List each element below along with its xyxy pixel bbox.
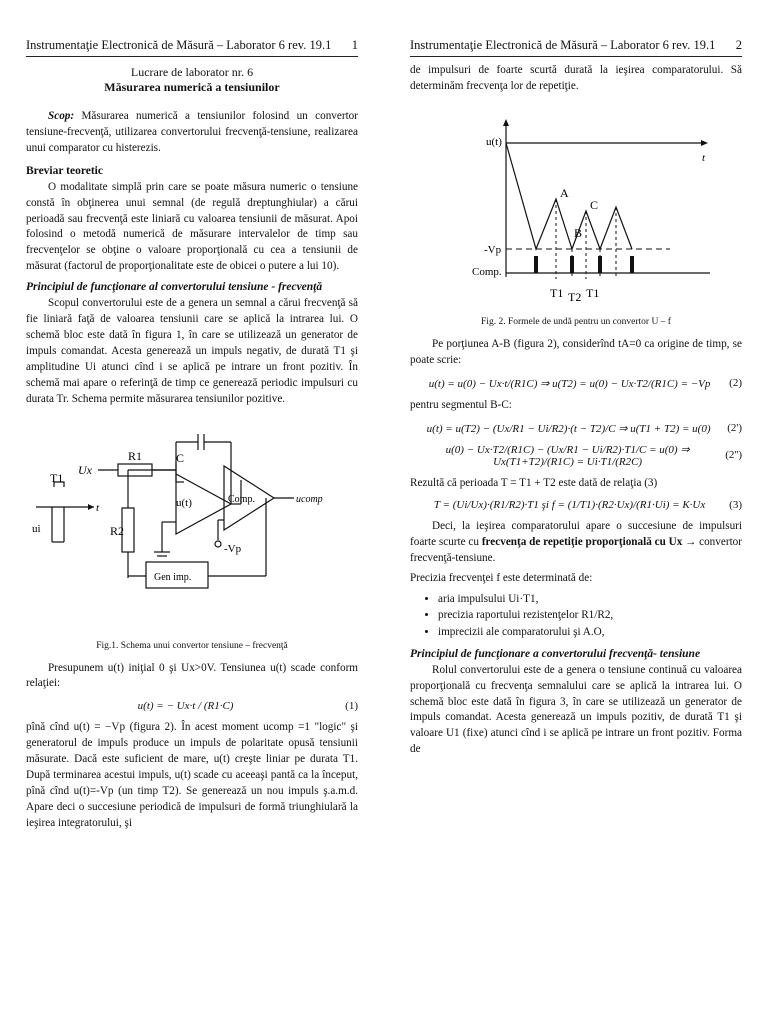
paragraph-presupunem: Presupunem u(t) iniţial 0 şi Ux>0V. Tensiunea u(t) scade conform relaţiei:	[26, 661, 358, 690]
list-item: • aria impulsului Ui·T1,	[438, 591, 742, 607]
equation-3-body: T = (Ui/Ux)·(R1/R2)·T1 şi f = (1/T1)·(R2·Ux)/(R1·Ui) = K·Ux	[433, 499, 706, 512]
fig1-label-ui: ui	[32, 522, 41, 535]
fig1-label-t1: T1	[50, 470, 64, 485]
deci-text-c: → convertor frecvenţă-tensiune.	[410, 536, 742, 565]
equation-2b	[410, 443, 742, 468]
fig1-label-r1: R1	[128, 448, 143, 463]
deci-text-a: Deci, la ieşirea comparatorului apare o succesiune de impulsuri foarte scurte cu	[410, 520, 742, 549]
figure-1-schematic	[26, 412, 358, 637]
fig2-label-t1b: T1	[586, 285, 600, 300]
page-number: 2	[735, 38, 742, 52]
fig2-label-t1a: T1	[550, 285, 564, 300]
header-title: Instrumentaţie Electronică de Măsură – Laborator 6 rev. 19.1	[26, 38, 332, 52]
equation-3	[410, 499, 742, 511]
section-breviar: Breviar teoretic	[26, 164, 103, 177]
header-title: Instrumentaţie Electronică de Măsură – Laborator 6 rev. 19.1	[410, 38, 716, 52]
deci-text-b: frecvenţa de repetiţie proporţională cu Ux	[481, 536, 683, 549]
fig1-label-ucomp: ucomp	[296, 493, 323, 505]
paragraph-principiu: Scopul convertorului este de a genera un semnal a cărui frecvenţă să fie liniară faţă de valoarea tensiunii care se aplică la intrarea lui. O schemă bloc este dată în figura 1, în care se utilizează un generator de impuls comandat. Acesta generează un impuls negativ, de durată T1 şi amplitudine Ui atunci cînd i se aplică pe intrare un front pozitiv. În schemă mai apare o referinţă de timp ce generează periodic impulsuri cu durata Tr. Schema permite măsurarea tensiunilor pozitive.	[26, 297, 358, 405]
equation-3-number: (3)	[729, 499, 742, 512]
paragraph-precizia: Precizia frecvenţei f este determinată de:	[410, 572, 593, 585]
paragraph-continuation: de impulsuri de foarte scurtă durată la ieşirea comparatorului. Să determinăm frecvenţa lor de repetiţie.	[410, 64, 742, 92]
fig2-label-vp: -Vp	[484, 243, 502, 256]
figure-2-caption: Fig. 2. Formele de undă pentru un convertor U – f	[481, 316, 671, 327]
fig2-label-a: A	[560, 185, 569, 200]
fig1-label-c: C	[176, 450, 185, 465]
equation-2b-number: (2'')	[725, 449, 742, 462]
equation-2-body: u(t) = u(0) − Ux·t/(R1C) ⇒ u(T2) = u(0) − Ux·T2/(R1C) = −Vp	[428, 377, 711, 390]
equation-2-number: (2)	[729, 377, 742, 390]
paragraph-segment: pentru segmentul B-C:	[410, 398, 512, 411]
fig1-label-ux: Ux	[78, 462, 92, 477]
equation-2b-body: u(0) − Ux·T2/(R1C) − (Ux/R1 − Ui/R2)·T1/C = u(0) ⇒ Ux(T1+T2)/(R1C) = Ui·T1/(R2C)	[445, 443, 690, 468]
equation-2	[410, 377, 742, 390]
page-2	[384, 0, 768, 1024]
fig1-label-ut: u(t)	[176, 496, 192, 509]
page-header	[410, 38, 742, 57]
equation-2a-body: u(t) = u(T2) − (Ux/R1 − Ui/R2)·(t − T2)/C ⇒ u(T1 + T2) = u(0)	[426, 422, 711, 435]
equation-2a	[410, 422, 742, 435]
lab-subtitle: Măsurarea numerică a tensiunilor	[104, 80, 280, 94]
equation-2a-number: (2')	[727, 422, 742, 435]
section-frecventa-tensiune: Principiul de funcţionare a convertorului frecvenţă- tensiune	[410, 647, 701, 660]
fig1-label-comp: Comp.	[228, 493, 255, 505]
page-number: 1	[351, 38, 358, 52]
list-item: • precizia raportului rezistenţelor R1/R2,	[438, 607, 742, 623]
fig1-label-gen: Gen imp.	[154, 571, 192, 583]
scope-label: Scop:	[48, 110, 75, 122]
scope-paragraph	[26, 109, 358, 157]
equation-1	[26, 700, 358, 712]
fig2-label-comp: Comp.	[472, 265, 502, 278]
paragraph-rezulta: Rezultă că perioada T = T1 + T2 este dată de relaţia (3)	[410, 476, 658, 489]
fig2-label-ut: u(t)	[486, 135, 502, 148]
fig1-label-vp: -Vp	[224, 542, 242, 555]
lab-title: Lucrare de laborator nr. 6	[130, 65, 254, 79]
fig1-label-t: t	[96, 501, 100, 514]
fig2-label-t: t	[702, 151, 706, 164]
fig2-label-b: B	[574, 225, 583, 240]
equation-1-number: (1)	[345, 700, 358, 713]
section-principiu: Principiul de funcţionare al convertorului tensiune - frecvenţă	[26, 281, 323, 294]
paragraph-deci	[410, 519, 742, 567]
paragraph-breviar: O modalitate simplă prin care se poate măsura numeric o tensiune constă în obţinerea unui semnal (de regulă dreptunghiular) a cărui perioadă sau frecvenţă este liniară cu valoarea tensiunii de măsurat. Apoi folosind o metodă numerică de măsurare intervalelor de timp sau frecvenţelor se obţine o valoare proporţională cu cea a tensiunii de măsurat (factorul de proporţionalitate este de obicei o putere a lui 10).	[26, 180, 358, 273]
fig2-label-c: C	[590, 197, 599, 212]
paragraph-frecventa-tensiune: Rolul convertorului este de a genera o tensiune continuă cu valoarea proporţională cu frecvenţa semnalului care se aplică la intrarea lui. O schemă bloc este dată în figura 3, în care se utilizează un generator de impuls comandat. Acesta generează un impuls pozitiv, de durată T1 şi valoare U1 (fixe) atunci cînd i se aplică pe intrare un front pozitiv. Forma de	[410, 663, 742, 756]
fig2-label-t2: T2	[568, 289, 582, 304]
equation-1-body: u(t) = − Ux·t / (R1·C)	[137, 700, 234, 713]
scope-text: Măsurarea numerică a tensiunilor folosind un convertor tensiune-frecvenţă, utilizarea convertorului frecvenţă-tensiune, realizarea unui comparator cu histerezis.	[26, 110, 358, 154]
figure-1-caption: Fig.1. Schema unui convertor tensiune – frecvenţă	[96, 640, 288, 651]
fig1-label-r2: R2	[110, 523, 125, 538]
list-item: • imprecizii ale comparatorului şi A.O,	[438, 624, 742, 640]
paragraph-portiunea: Pe porţiunea A-B (figura 2), considerînd tA=0 ca origine de timp, se poate scrie:	[410, 337, 742, 366]
precision-list	[438, 591, 742, 640]
figure-2-waveforms	[410, 101, 742, 313]
page-header	[26, 38, 358, 57]
paragraph-pina: pînă cînd u(t) = −Vp (figura 2). În acest moment ucomp =1 "logic" şi generatorul de impuls produce un impuls de polaritate opusă tensiunii măsurate. Dacă este suficient de mare, u(t) creşte liniar pe durata T1. După terminarea acestui impuls, u(t) scade cu aceeaşi pantă ca la început, pînă cînd u(t)=-Vp (un timp T2). Se generează un nou impuls ş.a.m.d. Apare deci o succesiune periodică de impulsuri de formă triunghiulară la ieşirea integratorului, şi	[26, 721, 358, 829]
